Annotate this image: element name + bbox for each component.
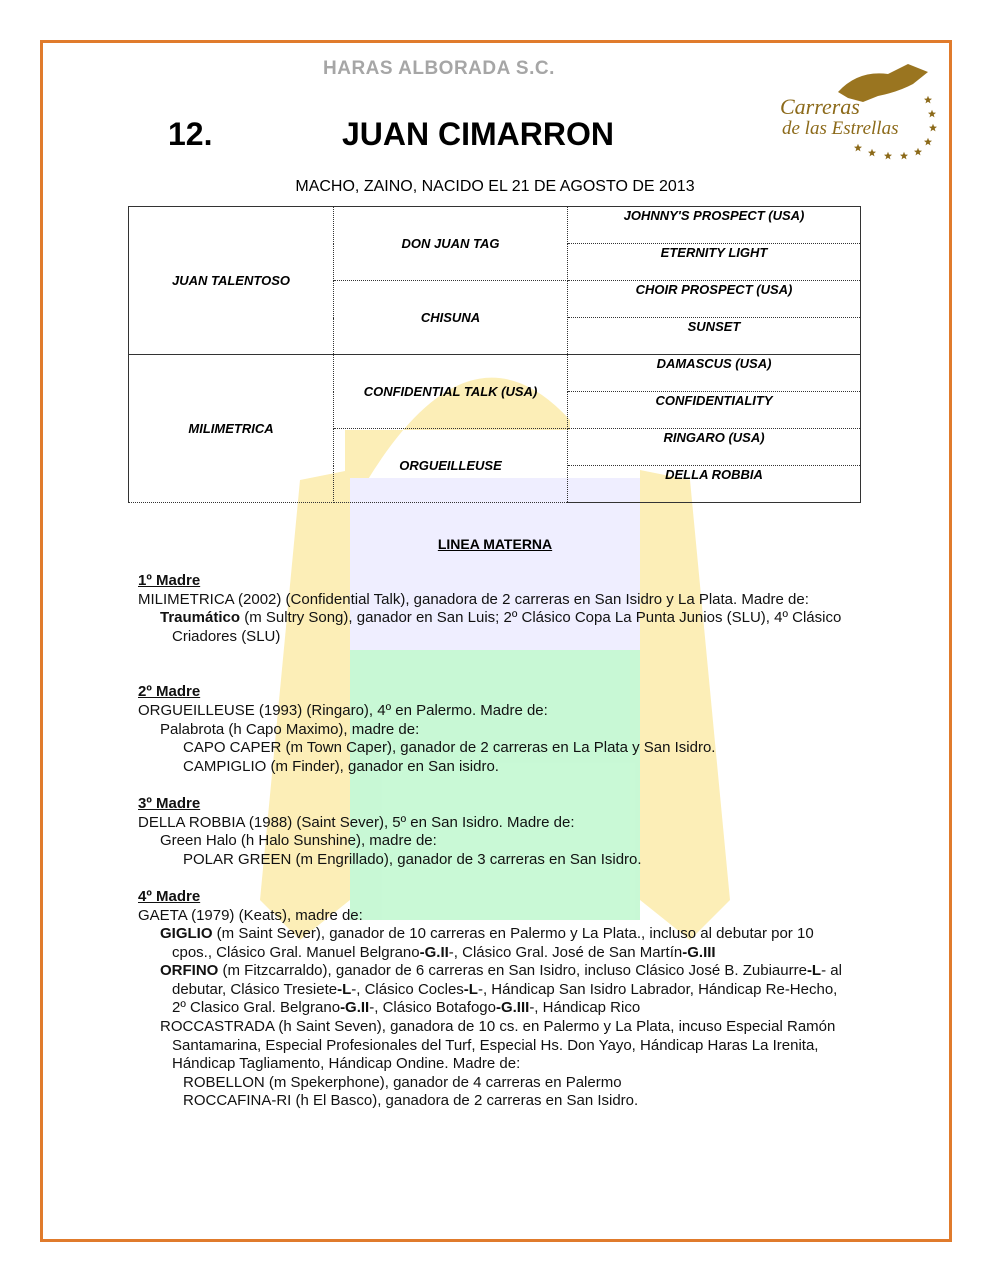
text: (m Sultry Song), ganador en San Luis; 2º Clásico Copa La Punta Junios (SLU), 4º Clásico Criadores (SLU) — [172, 609, 842, 645]
star-icon — [914, 148, 922, 156]
pedigree-line — [138, 851, 848, 870]
bold-text: GIGLIO — [160, 925, 213, 943]
star-icon — [868, 149, 876, 157]
text: POLAR GREEN (m Engrillado), ganador de 3 carreras en San Isidro. — [183, 850, 642, 868]
section-heading: 2º Madre — [138, 683, 201, 701]
bold-text: -L — [806, 962, 822, 980]
text: Green Halo (h Halo Sunshine), madre de: — [160, 832, 437, 850]
ancestor: CONFIDENTIALITY — [568, 392, 861, 429]
pedigree-line — [138, 925, 848, 962]
svg-text:Carreras: Carreras — [780, 94, 860, 119]
text: (m Saint Sever), ganador de 10 carreras en Palermo y La Plata., incluso al debutar por 10 cpos., Clásico Gral. Manuel Belgrano — [172, 925, 814, 961]
star-icon — [929, 124, 937, 132]
pedigree-line — [138, 1018, 848, 1074]
text: MILIMETRICA (2002) (Confidential Talk), ganadora de 2 carreras en San Isidro y La Plata. Madre de: — [138, 590, 809, 608]
pedigree-line — [138, 907, 848, 926]
pedigree-line — [138, 832, 848, 851]
bold-text: Traumático — [160, 609, 241, 627]
pedigree-line — [138, 739, 848, 758]
text: ROCCASTRADA (h Saint Seven), ganadora de 10 cs. en Palermo y La Plata, incuso Especial Ramón Santamarina, Especial Profesionales del Turf, Especial Hs. Don Yayo, Hándicap Haras La Irenita, Hándicap Tagliamento, Hándicap Ondine. Madre de: — [160, 1018, 836, 1073]
dam: MILIMETRICA — [129, 355, 334, 503]
ancestor: CHOIR PROSPECT (USA) — [568, 281, 861, 318]
star-icon — [924, 138, 932, 146]
horse-description: MACHO, ZAINO, NACIDO EL 21 DE AGOSTO DE 2013 — [295, 178, 695, 195]
section-heading: 4º Madre — [138, 887, 201, 905]
text: -, Hándicap San Isidro Labrador, Hándicap Re-Hecho, 2º Clasico Gral. Belgrano — [172, 980, 838, 1017]
pedigree-line — [138, 758, 848, 777]
dam-section — [138, 888, 848, 1111]
text: ROCCAFINA-RI (h El Basco), ganadora de 2 carreras en San Isidro. — [183, 1092, 639, 1110]
star-icon — [928, 110, 936, 118]
entry-number: 12. — [168, 116, 213, 152]
bold-text: -G.III — [682, 943, 716, 961]
bold-text: -L — [463, 980, 478, 998]
ancestor: JOHNNY'S PROSPECT (USA) — [568, 207, 861, 244]
section-heading: 1º Madre — [138, 572, 201, 589]
bold-text: -L — [337, 980, 352, 998]
pedigree-line — [138, 591, 848, 610]
dam-sire: CONFIDENTIAL TALK (USA) — [334, 355, 568, 429]
ancestor: RINGARO (USA) — [568, 429, 861, 466]
pedigree-line — [138, 1092, 848, 1111]
bold-text: ORFINO — [160, 962, 219, 980]
text: -, Clásico Gral. José de San Martín — [448, 943, 683, 961]
text: ROBELLON (m Spekerphone), ganador de 4 carreras en Palermo — [183, 1073, 622, 1091]
ancestor: DELLA ROBBIA — [568, 466, 861, 503]
section-heading: 3º Madre — [138, 794, 201, 812]
text: CAPO CAPER (m Town Caper), ganador de 2 carreras en La Plata y San Isidro. — [183, 739, 716, 757]
sire-dam: CHISUNA — [334, 281, 568, 355]
pedigree-line — [138, 721, 848, 740]
star-icon — [854, 144, 862, 152]
pedigree-line — [138, 702, 848, 721]
ancestor: DAMASCUS (USA) — [568, 355, 861, 392]
linea-materna-heading: LINEA MATERNA — [437, 536, 553, 552]
sire: JUAN TALENTOSO — [129, 207, 334, 355]
bold-text: -G.II — [340, 999, 370, 1017]
text: Palabrota (h Capo Maximo), madre de: — [160, 720, 420, 738]
star-icon — [924, 96, 932, 104]
text: GAETA (1979) (Keats), madre de: — [138, 906, 363, 924]
star-icon — [884, 152, 892, 160]
text: -, Clásico Cocles — [351, 980, 464, 998]
text: ORGUEILLEUSE (1993) (Ringaro), 4º en Palermo. Madre de: — [138, 701, 548, 719]
dam-dam: ORGUEILLEUSE — [334, 429, 568, 503]
text: - al debutar, Clásico Tresiete — [172, 962, 842, 998]
carreras-estrellas-logo — [778, 52, 943, 162]
text: -, Hándicap Rico — [529, 999, 641, 1017]
dam-section — [138, 572, 848, 646]
pedigree-line — [138, 814, 848, 833]
ancestor: ETERNITY LIGHT — [568, 244, 861, 281]
pedigree-line — [138, 609, 848, 646]
star-icon — [900, 152, 908, 160]
dam-section — [138, 683, 848, 776]
bold-text: -G.II — [419, 943, 449, 961]
text: -, Clásico Botafogo — [369, 999, 496, 1017]
ancestor: SUNSET — [568, 318, 861, 355]
maternal-line — [138, 572, 848, 1130]
pedigree-line — [138, 1074, 848, 1093]
pedigree-table — [128, 206, 861, 503]
text: (m Fitzcarraldo), ganador de 6 carreras en San Isidro, incluso Clásico José B. Zubiaurre — [218, 962, 807, 980]
svg-text:de las Estrellas: de las Estrellas — [782, 118, 899, 139]
brand-header: HARAS ALBORADA S.C. — [323, 58, 555, 79]
text: CAMPIGLIO (m Finder), ganador en San isidro. — [183, 757, 499, 775]
dam-section — [138, 795, 848, 869]
text: DELLA ROBBIA (1988) (Saint Sever), 5º en San Isidro. Madre de: — [138, 813, 575, 831]
sire-sire: DON JUAN TAG — [334, 207, 568, 281]
bold-text: -G.III — [495, 999, 530, 1017]
horse-name: JUAN CIMARRON — [342, 116, 614, 152]
pedigree-line — [138, 962, 848, 1018]
